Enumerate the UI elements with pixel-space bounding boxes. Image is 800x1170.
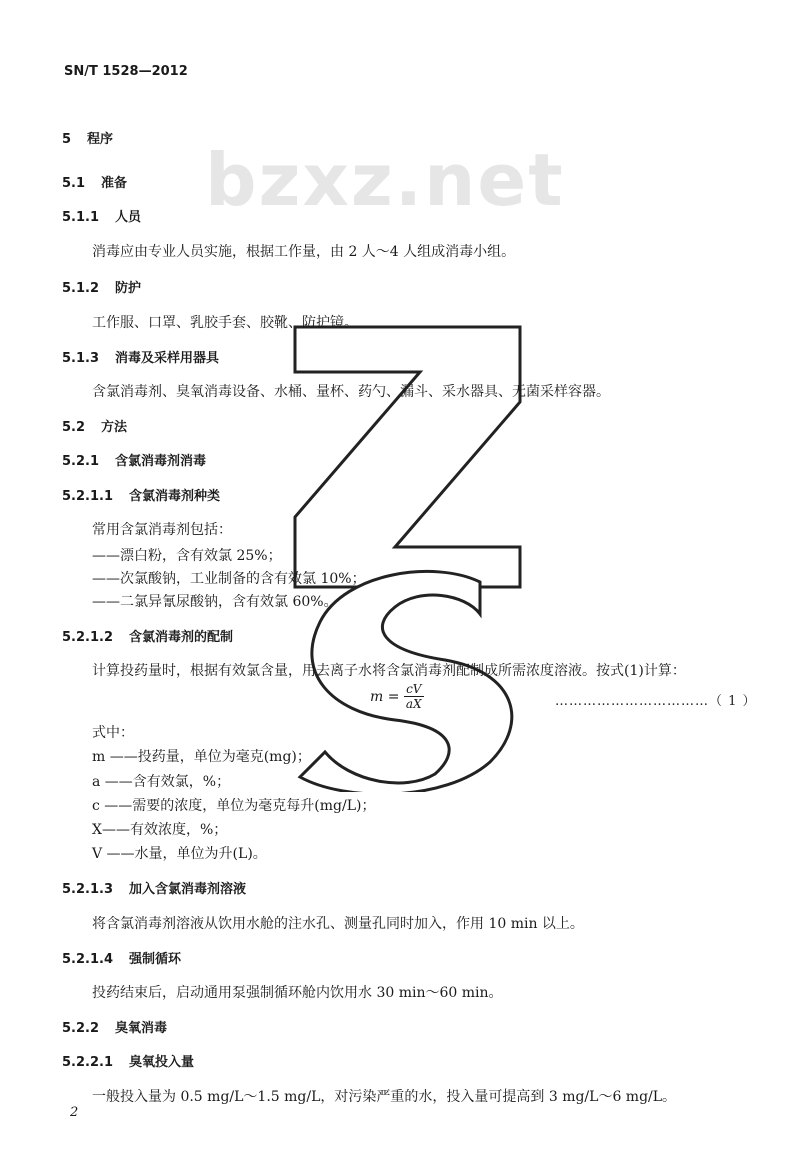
variable-definition: c ——需要的浓度，单位为毫克每升(mg/L)； — [92, 798, 376, 814]
section-heading: 5.2.2.1 臭氧投入量 — [62, 1055, 195, 1070]
paragraph: 一般投入量为 0.5 mg/L～1.5 mg/L，对污染严重的水，投入量可提高到 3 mg/L～6 mg/L。 — [92, 1089, 677, 1105]
section-heading: 5.1 准备 — [62, 176, 128, 191]
section-heading: 5.1.1 人员 — [62, 210, 142, 225]
paragraph: 投药结束后，启动通用泵强制循环舱内饮用水 30 min～60 min。 — [92, 985, 503, 1001]
formula — [370, 682, 424, 711]
section-heading: 5.2.2 臭氧消毒 — [62, 1021, 168, 1036]
section-heading: 5.2.1.2 含氯消毒剂的配制 — [62, 630, 234, 645]
paragraph: 消毒应由专业人员实施，根据工作量，由 2 人～4 人组成消毒小组。 — [92, 244, 516, 260]
variable-definition: m ——投药量，单位为毫克(mg)； — [92, 749, 311, 765]
formula-denominator: aX — [405, 697, 422, 711]
list-item: ——漂白粉，含有效氯 25%； — [92, 548, 282, 564]
logo-z-shape — [295, 327, 520, 587]
formula-lhs: m = — [370, 688, 400, 705]
section-heading: 5.2.1.1 含氯消毒剂种类 — [62, 489, 221, 504]
paragraph: 计算投药量时，根据有效氯含量，用去离子水将含氯消毒剂配制成所需浓度溶液。按式(1)计算： — [92, 663, 686, 679]
section-heading: 5.2.1 含氯消毒剂消毒 — [62, 454, 207, 469]
section-heading: 5.1.3 消毒及采样用器具 — [62, 351, 220, 366]
list-item: ——二氯异氰尿酸钠，含有效氯 60%。 — [92, 594, 338, 610]
page-number: 2 — [70, 1105, 79, 1120]
equation-number: ……………………………（ 1 ） — [555, 694, 757, 709]
list-item: ——次氯酸钠，工业制备的含有效氯 10%； — [92, 571, 366, 587]
document-code: SN/T 1528—2012 — [64, 64, 188, 79]
section-heading: 5 程序 — [62, 132, 114, 147]
variable-definition: a ——含有效氯，%； — [92, 774, 231, 790]
variable-definition: X——有效浓度，%； — [92, 822, 228, 838]
formula-fraction — [404, 682, 424, 711]
paragraph: 式中： — [92, 725, 134, 741]
section-heading: 5.1.2 防护 — [62, 281, 142, 296]
formula-numerator: cV — [404, 682, 424, 697]
watermark-text: bzxz.net — [205, 138, 565, 222]
paragraph: 常用含氯消毒剂包括： — [92, 522, 232, 538]
variable-definition: V ——水量，单位为升(L)。 — [92, 846, 267, 862]
paragraph: 含氯消毒剂、臭氧消毒设备、水桶、量杯、药勺、漏斗、采水器具、无菌采样容器。 — [92, 384, 610, 400]
section-heading: 5.2.1.3 加入含氯消毒剂溶液 — [62, 882, 247, 897]
paragraph: 工作服、口罩、乳胶手套、胶靴、防护镜。 — [92, 315, 358, 331]
section-heading: 5.2 方法 — [62, 420, 128, 435]
paragraph: 将含氯消毒剂溶液从饮用水舱的注水孔、测量孔同时加入，作用 10 min 以上。 — [92, 916, 584, 932]
section-heading: 5.2.1.4 强制循环 — [62, 952, 182, 967]
